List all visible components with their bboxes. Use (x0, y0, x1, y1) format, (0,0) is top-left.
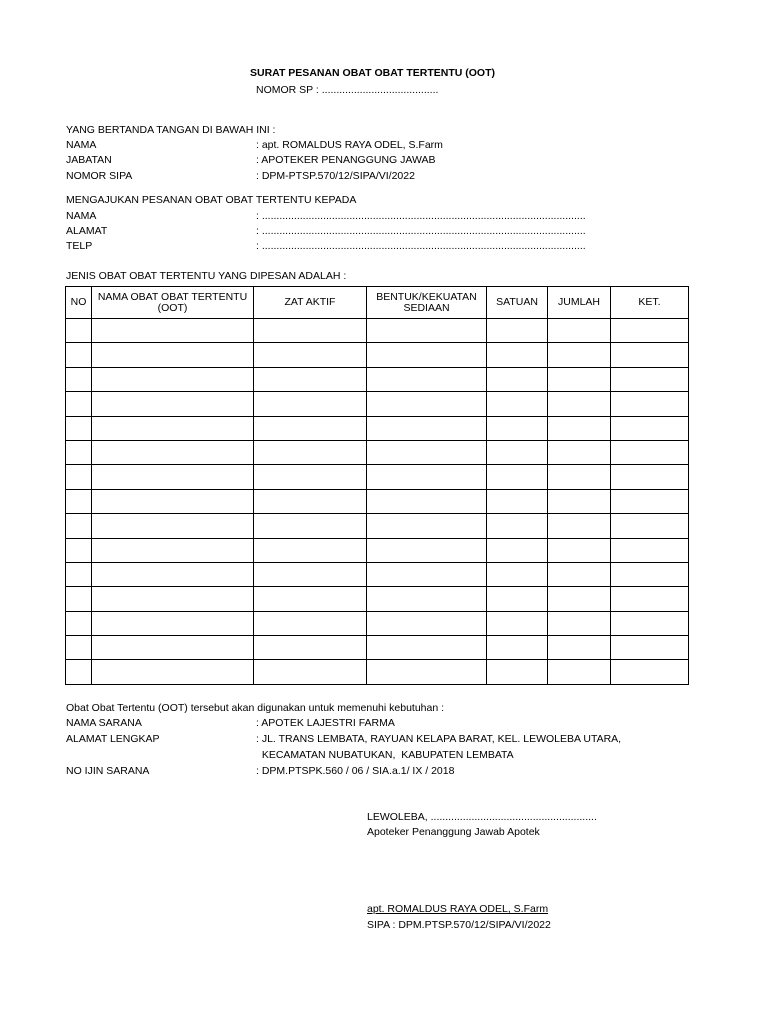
cell-zat-aktif[interactable] (254, 319, 367, 343)
cell-jumlah[interactable] (548, 611, 611, 635)
signer-jabatan-label: JABATAN (66, 154, 112, 166)
cell-bentuk[interactable] (367, 465, 487, 489)
cell-ket[interactable] (611, 319, 689, 343)
table-row (66, 367, 689, 391)
cell-no[interactable] (66, 611, 92, 635)
signer-sipa-value: : DPM-PTSP.570/12/SIPA/VI/2022 (256, 170, 415, 182)
cell-ket[interactable] (611, 562, 689, 586)
table-header-row (66, 287, 689, 319)
cell-nama-obat[interactable] (92, 343, 254, 367)
cell-ket[interactable] (611, 489, 689, 513)
cell-nama-obat[interactable] (92, 440, 254, 464)
col-header-satuan: SATUAN (487, 287, 548, 319)
cell-no[interactable] (66, 538, 92, 562)
cell-jumlah[interactable] (548, 319, 611, 343)
cell-bentuk[interactable] (367, 514, 487, 538)
cell-nama-obat[interactable] (92, 416, 254, 440)
cell-satuan[interactable] (487, 489, 548, 513)
cell-ket[interactable] (611, 367, 689, 391)
usage-alamat-value-line2: KECAMATAN NUBATUKAN, KABUPATEN LEMBATA (256, 749, 514, 761)
cell-no[interactable] (66, 392, 92, 416)
cell-jumlah[interactable] (548, 440, 611, 464)
cell-no[interactable] (66, 465, 92, 489)
cell-no[interactable] (66, 440, 92, 464)
cell-satuan[interactable] (487, 611, 548, 635)
usage-nama-sarana-label: NAMA SARANA (66, 717, 142, 729)
cell-no[interactable] (66, 636, 92, 660)
cell-bentuk[interactable] (367, 392, 487, 416)
table-row (66, 660, 689, 684)
cell-ket[interactable] (611, 636, 689, 660)
cell-bentuk[interactable] (367, 367, 487, 391)
cell-no[interactable] (66, 319, 92, 343)
cell-zat-aktif[interactable] (254, 440, 367, 464)
cell-satuan[interactable] (487, 343, 548, 367)
cell-satuan[interactable] (487, 465, 548, 489)
cell-ket[interactable] (611, 538, 689, 562)
cell-satuan[interactable] (487, 440, 548, 464)
col-header-zat-aktif: ZAT AKTIF (254, 287, 367, 319)
cell-jumlah[interactable] (548, 660, 611, 684)
cell-ket[interactable] (611, 587, 689, 611)
signature-name: apt. ROMALDUS RAYA ODEL, S.Farm (367, 903, 549, 915)
recipient-intro: MENGAJUKAN PESANAN OBAT OBAT TERTENTU KEPADA (66, 194, 357, 206)
cell-nama-obat[interactable] (92, 562, 254, 586)
cell-jumlah[interactable] (548, 489, 611, 513)
cell-jumlah[interactable] (548, 343, 611, 367)
cell-ket[interactable] (611, 440, 689, 464)
recipient-alamat-label: ALAMAT (66, 225, 108, 237)
cell-bentuk[interactable] (367, 636, 487, 660)
recipient-telp-label: TELP (66, 240, 93, 252)
order-table (65, 286, 689, 685)
signer-nama-label: NAMA (66, 139, 97, 151)
cell-nama-obat[interactable] (92, 392, 254, 416)
usage-nama-sarana-value: : APOTEK LAJESTRI FARMA (256, 717, 395, 729)
usage-ijin-label: NO IJIN SARANA (66, 765, 150, 777)
cell-no[interactable] (66, 367, 92, 391)
cell-ket[interactable] (611, 660, 689, 684)
recipient-nama-label: NAMA (66, 210, 97, 222)
table-row (66, 636, 689, 660)
signature-role: Apoteker Penanggung Jawab Apotek (367, 826, 540, 838)
cell-no[interactable] (66, 489, 92, 513)
cell-zat-aktif[interactable] (254, 392, 367, 416)
cell-zat-aktif[interactable] (254, 514, 367, 538)
table-row (66, 465, 689, 489)
cell-ket[interactable] (611, 611, 689, 635)
signer-intro: YANG BERTANDA TANGAN DI BAWAH INI : (66, 124, 276, 136)
cell-ket[interactable] (611, 392, 689, 416)
cell-no[interactable] (66, 343, 92, 367)
cell-bentuk[interactable] (367, 440, 487, 464)
cell-no[interactable] (66, 562, 92, 586)
table-row (66, 343, 689, 367)
cell-satuan[interactable] (487, 636, 548, 660)
cell-nama-obat[interactable] (92, 636, 254, 660)
col-header-ket: KET. (611, 287, 689, 319)
table-row (66, 489, 689, 513)
cell-nama-obat[interactable] (92, 489, 254, 513)
cell-satuan[interactable] (487, 319, 548, 343)
nomor-sp: NOMOR SP : ........................................ (256, 84, 439, 96)
cell-satuan[interactable] (487, 587, 548, 611)
cell-nama-obat[interactable] (92, 660, 254, 684)
cell-no[interactable] (66, 416, 92, 440)
cell-bentuk[interactable] (367, 611, 487, 635)
signature-place-date[interactable]: LEWOLEBA, ......................................................... (367, 811, 597, 823)
cell-nama-obat[interactable] (92, 367, 254, 391)
cell-zat-aktif[interactable] (254, 611, 367, 635)
cell-zat-aktif[interactable] (254, 538, 367, 562)
signer-sipa-label: NOMOR SIPA (66, 170, 133, 182)
cell-nama-obat[interactable] (92, 538, 254, 562)
cell-bentuk[interactable] (367, 319, 487, 343)
usage-intro: Obat Obat Tertentu (OOT) tersebut akan digunakan untuk memenuhi kebutuhan : (66, 702, 445, 714)
table-row (66, 416, 689, 440)
signer-nama-value: : apt. ROMALDUS RAYA ODEL, S.Farm (256, 139, 443, 151)
cell-satuan[interactable] (487, 392, 548, 416)
cell-jumlah[interactable] (548, 562, 611, 586)
cell-zat-aktif[interactable] (254, 562, 367, 586)
cell-nama-obat[interactable] (92, 611, 254, 635)
cell-zat-aktif[interactable] (254, 367, 367, 391)
cell-no[interactable] (66, 514, 92, 538)
table-row (66, 514, 689, 538)
cell-satuan[interactable] (487, 538, 548, 562)
cell-ket[interactable] (611, 514, 689, 538)
col-header-nama-line1: NAMA OBAT OBAT TERTENTU (97, 290, 248, 303)
cell-bentuk[interactable] (367, 660, 487, 684)
table-row (66, 587, 689, 611)
usage-alamat-label: ALAMAT LENGKAP (66, 733, 160, 745)
table-row (66, 440, 689, 464)
col-header-bentuk-line2: SEDIAAN (403, 301, 450, 314)
cell-zat-aktif[interactable] (254, 636, 367, 660)
cell-nama-obat[interactable] (92, 465, 254, 489)
cell-bentuk[interactable] (367, 562, 487, 586)
cell-jumlah[interactable] (548, 392, 611, 416)
cell-satuan[interactable] (487, 562, 548, 586)
signature-sipa: SIPA : DPM.PTSP.570/12/SIPA/VI/2022 (367, 919, 551, 931)
cell-jumlah[interactable] (548, 636, 611, 660)
recipient-telp-field[interactable]: : ............................................................................................................... (256, 240, 586, 252)
cell-jumlah[interactable] (548, 367, 611, 391)
col-header-nama-obat (92, 287, 254, 319)
col-header-nama-line2: (OOT) (157, 301, 188, 314)
cell-no[interactable] (66, 660, 92, 684)
col-header-no: NO (66, 287, 92, 319)
cell-zat-aktif[interactable] (254, 416, 367, 440)
cell-no[interactable] (66, 587, 92, 611)
cell-ket[interactable] (611, 465, 689, 489)
col-header-jumlah: JUMLAH (548, 287, 611, 319)
cell-zat-aktif[interactable] (254, 465, 367, 489)
cell-zat-aktif[interactable] (254, 587, 367, 611)
cell-ket[interactable] (611, 416, 689, 440)
cell-jumlah[interactable] (548, 416, 611, 440)
cell-bentuk[interactable] (367, 538, 487, 562)
cell-jumlah[interactable] (548, 514, 611, 538)
table-row (66, 562, 689, 586)
col-header-bentuk-line1: BENTUK/KEKUATAN (376, 290, 477, 303)
table-row (66, 611, 689, 635)
document-title: SURAT PESANAN OBAT OBAT TERTENTU (OOT) (250, 67, 495, 79)
cell-zat-aktif[interactable] (254, 660, 367, 684)
usage-ijin-value: : DPM.PTSPK.560 / 06 / SIA.a.1/ IX / 2018 (256, 765, 455, 777)
recipient-alamat-field[interactable]: : ............................................................................................................... (256, 225, 586, 237)
cell-nama-obat[interactable] (92, 587, 254, 611)
table-row (66, 319, 689, 343)
recipient-nama-field[interactable]: : ............................................................................................................... (256, 210, 586, 222)
table-row (66, 538, 689, 562)
cell-satuan[interactable] (487, 660, 548, 684)
cell-zat-aktif[interactable] (254, 489, 367, 513)
usage-alamat-value: : JL. TRANS LEMBATA, RAYUAN KELAPA BARAT, KEL. LEWOLEBA UTARA, (256, 733, 622, 745)
cell-nama-obat[interactable] (92, 319, 254, 343)
col-header-bentuk (367, 287, 487, 319)
cell-satuan[interactable] (487, 367, 548, 391)
cell-ket[interactable] (611, 343, 689, 367)
cell-nama-obat[interactable] (92, 514, 254, 538)
cell-jumlah[interactable] (548, 587, 611, 611)
cell-bentuk[interactable] (367, 489, 487, 513)
signer-jabatan-value: : APOTEKER PENANGGUNG JAWAB (256, 154, 436, 166)
cell-zat-aktif[interactable] (254, 343, 367, 367)
cell-bentuk[interactable] (367, 587, 487, 611)
table-row (66, 392, 689, 416)
table-caption: JENIS OBAT OBAT TERTENTU YANG DIPESAN ADALAH : (66, 270, 347, 282)
cell-jumlah[interactable] (548, 465, 611, 489)
cell-satuan[interactable] (487, 514, 548, 538)
cell-bentuk[interactable] (367, 416, 487, 440)
cell-satuan[interactable] (487, 416, 548, 440)
cell-bentuk[interactable] (367, 343, 487, 367)
cell-jumlah[interactable] (548, 538, 611, 562)
